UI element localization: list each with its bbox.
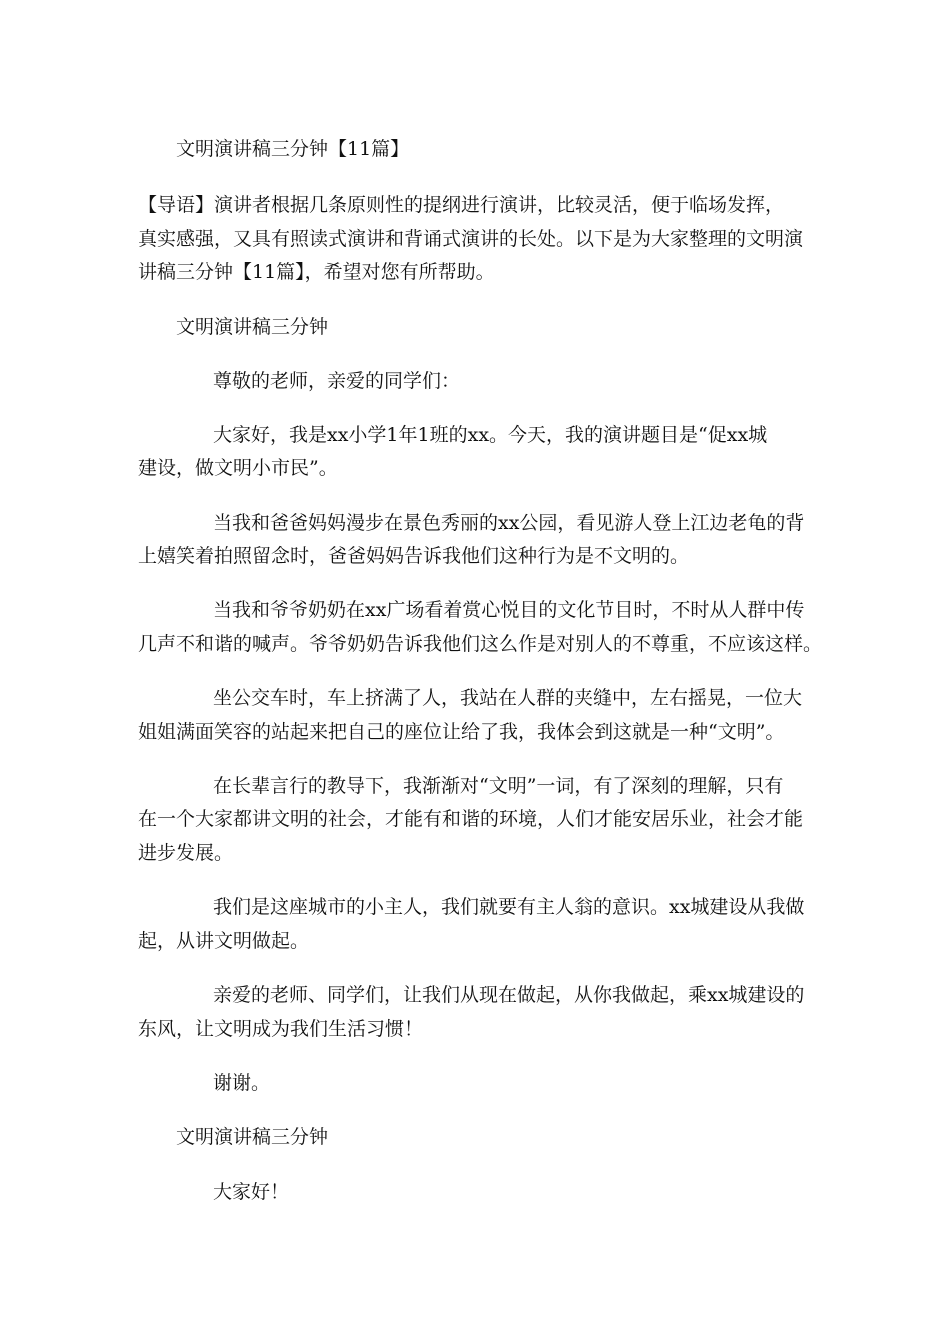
paragraph-line: 当我和爷爷奶奶在xx广场看着赏心悦目的文化节目时，不时从人群中传 [213, 599, 805, 621]
paragraph-line: 起，从讲文明做起。 [138, 930, 310, 952]
paragraph-line: 姐姐满面笑容的站起来把自己的座位让给了我，我体会到这就是一种“文明”。 [138, 721, 785, 743]
paragraph-line: 我们是这座城市的小主人，我们就要有主人翁的意识。xx城建设从我做 [213, 896, 805, 918]
intro-line-3: 讲稿三分钟【11篇】，希望对您有所帮助。 [138, 261, 495, 283]
paragraph-line: 在一个大家都讲文明的社会，才能有和谐的环境，人们才能安居乐业，社会才能 [138, 808, 804, 830]
paragraph-line: 在长辈言行的教导下，我渐渐对“文明”一词，有了深刻的理解，只有 [213, 775, 784, 797]
paragraph-line: 坐公交车时，车上挤满了人，我站在人群的夹缝中，左右摇晃，一位大 [213, 687, 803, 709]
paragraph-line: 大家好，我是xx小学1年1班的xx。今天，我的演讲题目是“促xx城 [213, 424, 768, 446]
salutation: 尊敬的老师，亲爱的同学们： [213, 370, 461, 392]
section-heading: 文明演讲稿三分钟 [176, 316, 329, 338]
paragraph-line: 进步发展。 [138, 842, 234, 864]
section-heading: 文明演讲稿三分钟 [176, 1126, 329, 1148]
paragraph-line: 东风，让文明成为我们生活习惯！ [138, 1018, 424, 1040]
greeting-text: 大家好！ [213, 1181, 290, 1203]
paragraph-line: 建设，做文明小市民”。 [138, 457, 338, 479]
paragraph-line: 上嬉笑着拍照留念时，爸爸妈妈告诉我他们这种行为是不文明的。 [138, 545, 690, 567]
paragraph-line: 当我和爸爸妈妈漫步在景色秀丽的xx公园，看见游人登上江边老龟的背 [213, 512, 805, 534]
paragraph-line: 几声不和谐的喊声。爷爷奶奶告诉我他们这么作是对别人的不尊重，不应该这样。 [138, 633, 823, 655]
closing-text: 谢谢。 [213, 1072, 271, 1094]
intro-line-1: 【导语】演讲者根据几条原则性的提纲进行演讲，比较灵活，便于临场发挥， [138, 194, 785, 216]
intro-line-2: 真实感强，又具有照读式演讲和背诵式演讲的长处。以下是为大家整理的文明演 [138, 228, 804, 250]
paragraph-line: 亲爱的老师、同学们，让我们从现在做起，从你我做起，乘xx城建设的 [213, 984, 805, 1006]
document-title: 文明演讲稿三分钟【11篇】 [176, 138, 410, 160]
